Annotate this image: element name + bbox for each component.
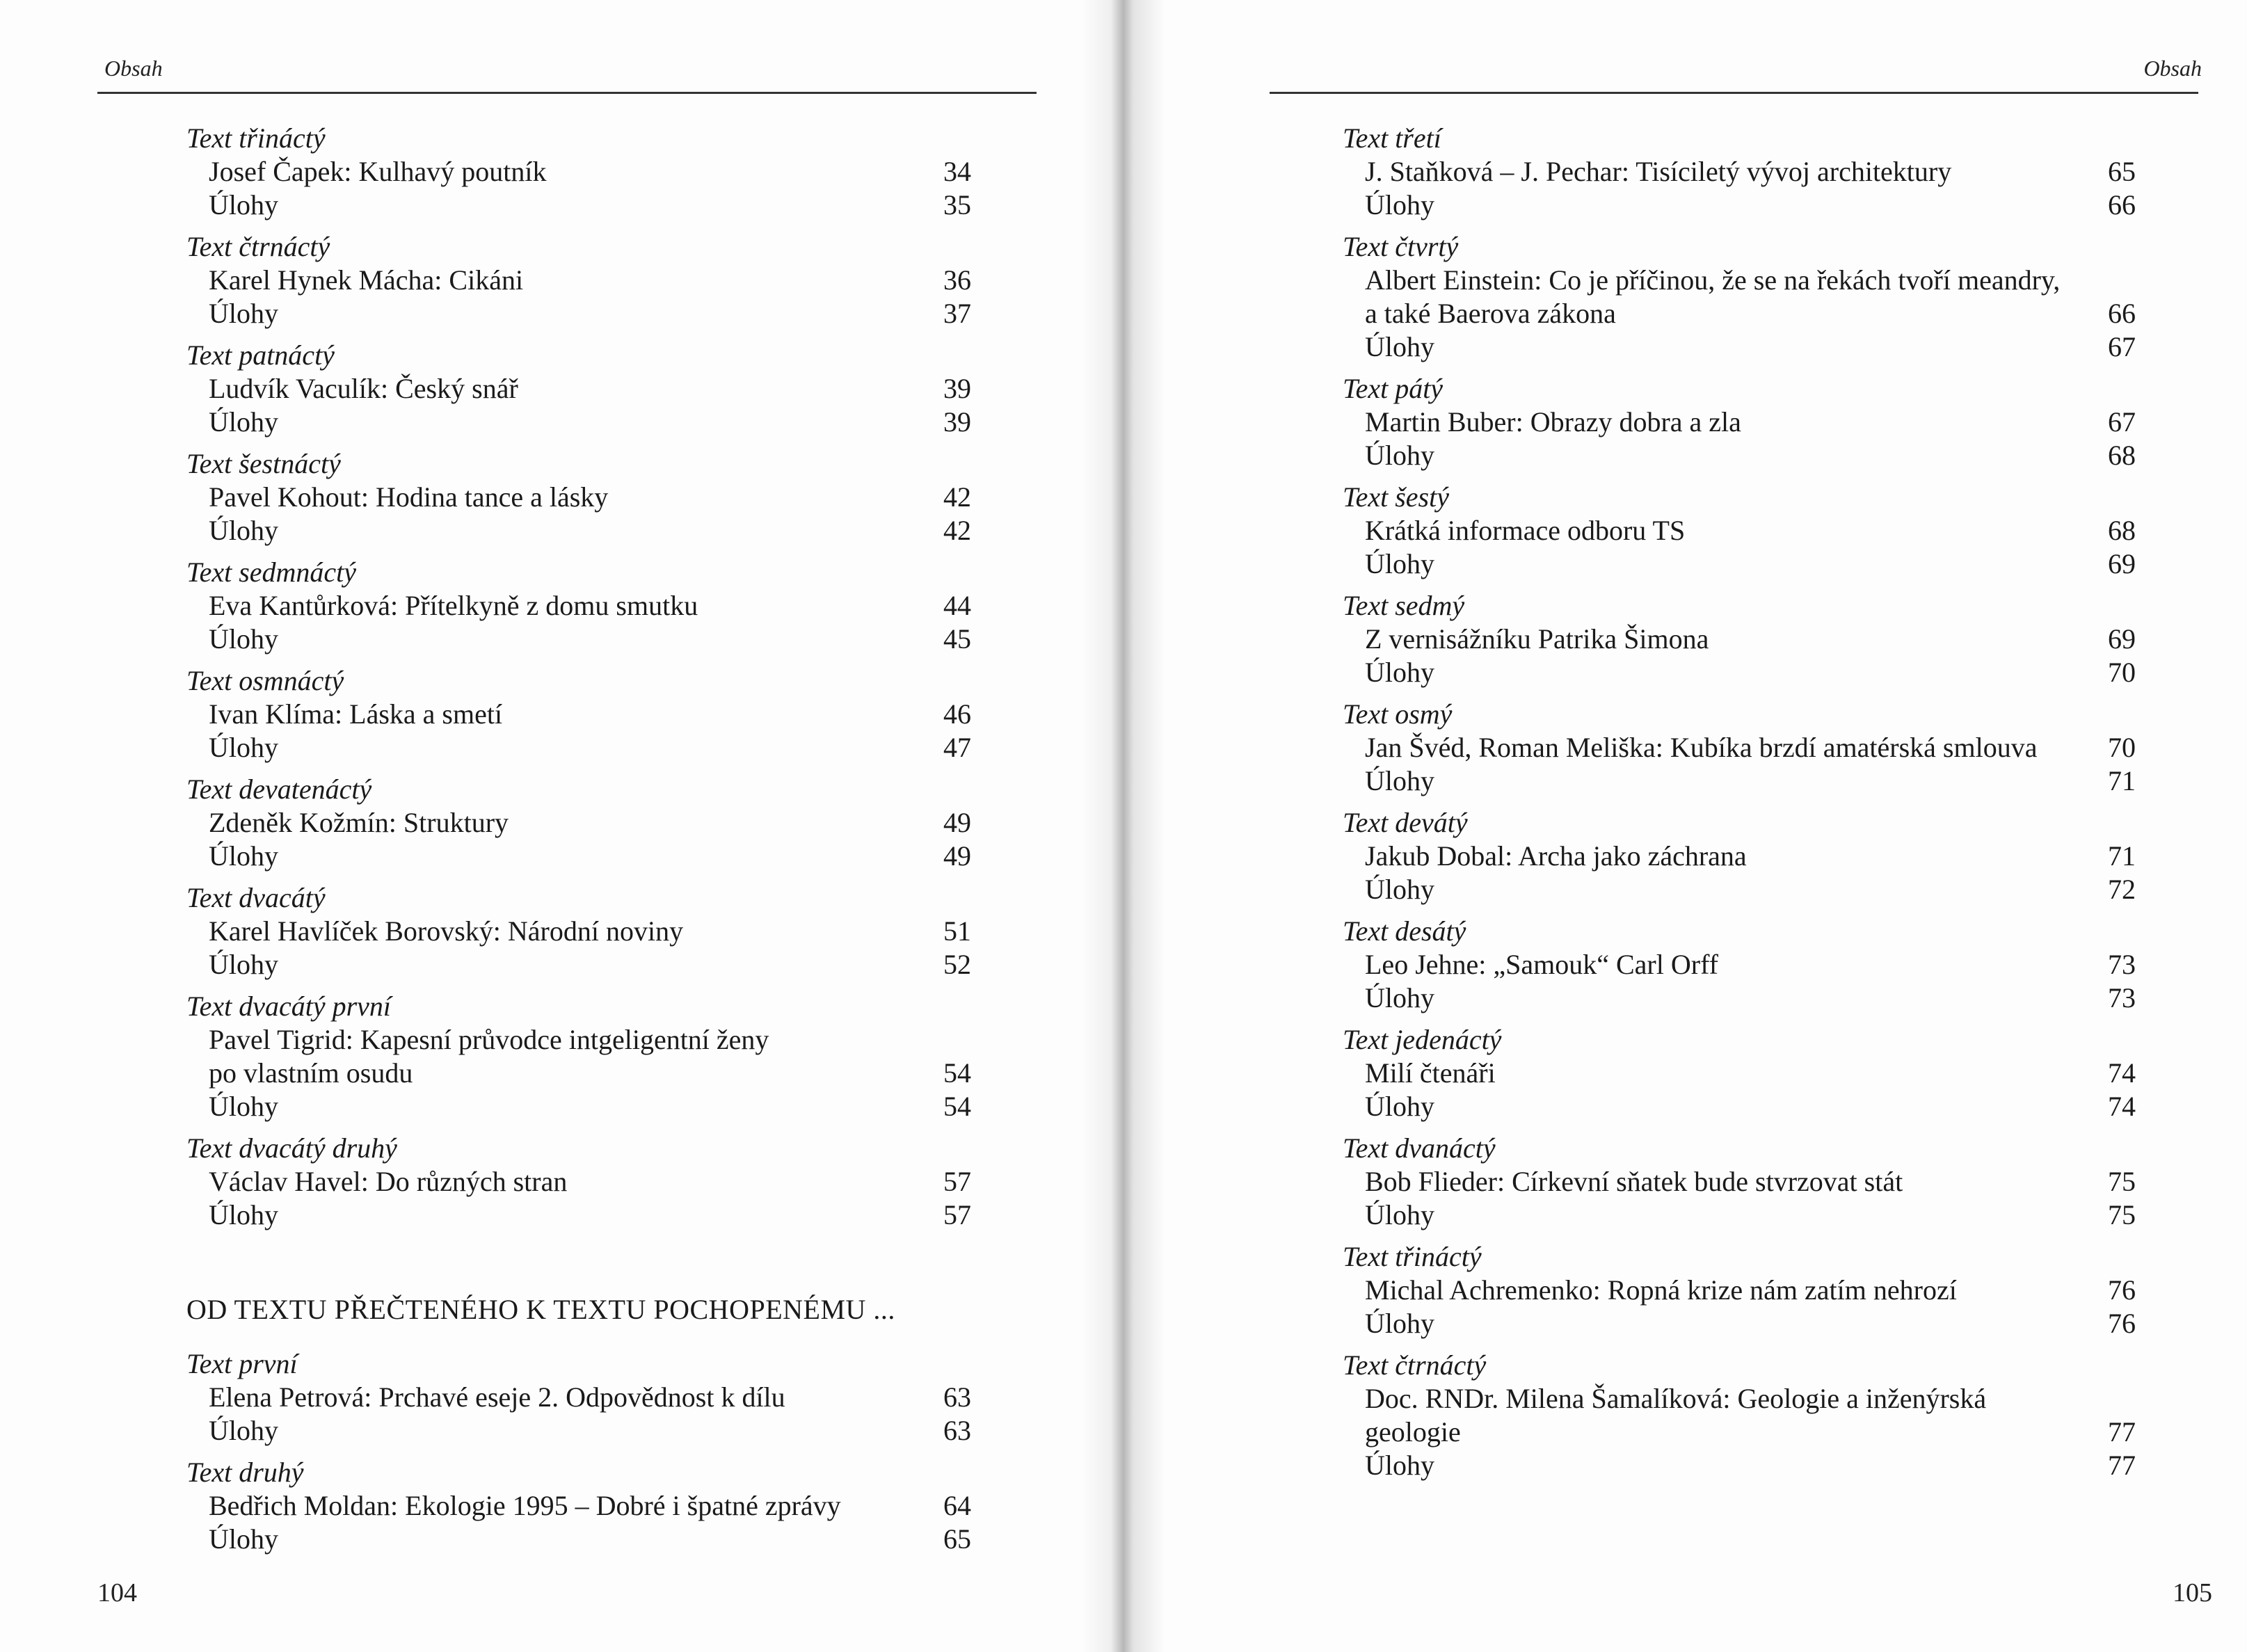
toc-item-text: Úlohy bbox=[1365, 765, 1434, 796]
section-title: Text čtrnáctý bbox=[1343, 1349, 1487, 1381]
toc-item bbox=[186, 189, 971, 222]
toc-item-page: 77 bbox=[2108, 1416, 2136, 1447]
toc-item-text: Úlohy bbox=[209, 949, 278, 980]
toc-item bbox=[186, 1414, 971, 1447]
toc-item bbox=[1343, 948, 2136, 981]
toc-item-text: Josef Čapek: Kulhavý poutník bbox=[209, 156, 547, 187]
toc-item bbox=[1343, 1274, 2136, 1307]
toc-item bbox=[1343, 1057, 2136, 1090]
toc-item-text: Úlohy bbox=[209, 1415, 278, 1446]
section-title: Text desátý bbox=[1343, 915, 1466, 947]
toc-item bbox=[186, 481, 971, 514]
toc-entries bbox=[186, 122, 971, 1232]
toc-item-text: Ivan Klíma: Láska a smetí bbox=[209, 698, 503, 730]
toc-section bbox=[186, 990, 971, 1123]
toc-section bbox=[186, 1347, 971, 1447]
toc-item-text: Úlohy bbox=[209, 1523, 278, 1555]
toc-section bbox=[1343, 915, 2136, 1015]
toc-item-page: 63 bbox=[943, 1415, 971, 1446]
toc-item-text: Doc. RNDr. Milena Šamalíková: Geologie a inženýrská bbox=[1365, 1383, 1987, 1414]
page-number: 105 bbox=[2173, 1578, 2212, 1607]
toc-item-text: po vlastním osudu bbox=[209, 1057, 413, 1089]
section-title: Text sedmnáctý bbox=[186, 556, 357, 588]
section-title: Text sedmý bbox=[1343, 590, 1465, 621]
header-rule bbox=[1270, 92, 2198, 94]
toc-section bbox=[186, 773, 971, 873]
toc-section bbox=[1343, 698, 2136, 798]
toc-item bbox=[1343, 731, 2136, 764]
toc-section bbox=[1343, 122, 2136, 222]
toc-section bbox=[186, 339, 971, 439]
toc-item bbox=[186, 406, 971, 439]
toc-item bbox=[1343, 656, 2136, 689]
section-title: Text jedenáctý bbox=[1343, 1024, 1502, 1055]
toc-item bbox=[186, 155, 971, 189]
toc-item bbox=[1343, 840, 2136, 873]
toc-left bbox=[186, 122, 971, 1564]
toc-item-text: Z vernisážníku Patrika Šimona bbox=[1365, 623, 1709, 655]
toc-item-text: Úlohy bbox=[1365, 1308, 1434, 1339]
toc-section bbox=[186, 230, 971, 330]
toc-item bbox=[186, 1090, 971, 1123]
toc-item bbox=[186, 297, 971, 330]
section-title: Text šestnáctý bbox=[186, 448, 341, 479]
toc-item bbox=[186, 1165, 971, 1198]
toc-item-text: Úlohy bbox=[209, 1091, 278, 1122]
toc-item-text: Bob Flieder: Církevní sňatek bude stvrzovat stát bbox=[1365, 1166, 1903, 1197]
toc-item-page: 37 bbox=[943, 298, 971, 329]
toc-item bbox=[1343, 764, 2136, 798]
toc-item-text: Jan Švéd, Roman Meliška: Kubíka brzdí amatérská smlouva bbox=[1365, 732, 2038, 763]
toc-item-text: Úlohy bbox=[1365, 548, 1434, 579]
toc-item-page: 57 bbox=[943, 1166, 971, 1197]
toc-item-page: 76 bbox=[2108, 1308, 2136, 1339]
toc-item-text: Úlohy bbox=[1365, 1199, 1434, 1230]
toc-item-page: 74 bbox=[2108, 1057, 2136, 1089]
toc-item-page: 52 bbox=[943, 949, 971, 980]
toc-item bbox=[186, 806, 971, 840]
toc-section bbox=[1343, 230, 2136, 364]
toc-section bbox=[186, 1132, 971, 1232]
toc-right bbox=[1343, 122, 2136, 1491]
section-title: Text třináctý bbox=[1343, 1241, 1482, 1272]
toc-item-text: Úlohy bbox=[1365, 1091, 1434, 1122]
toc-item bbox=[1343, 1090, 2136, 1123]
toc-section bbox=[186, 881, 971, 981]
toc-item-page: 49 bbox=[943, 807, 971, 838]
toc-item-page: 63 bbox=[943, 1381, 971, 1413]
toc-item bbox=[1343, 297, 2136, 330]
section-title: Text šestý bbox=[1343, 481, 1449, 513]
section-title: Text druhý bbox=[186, 1457, 304, 1488]
toc-item-page: 68 bbox=[2108, 440, 2136, 471]
toc-item-text: Albert Einstein: Co je příčinou, že se na řekách tvoří meandry, bbox=[1365, 264, 2061, 296]
toc-item-text: Úlohy bbox=[209, 406, 278, 438]
toc-item bbox=[1343, 330, 2136, 364]
toc-item bbox=[186, 1381, 971, 1414]
toc-item bbox=[1343, 1382, 2136, 1416]
toc-item-page: 42 bbox=[943, 515, 971, 546]
toc-item-page: 74 bbox=[2108, 1091, 2136, 1122]
toc-item-text: Úlohy bbox=[1365, 440, 1434, 471]
toc-section bbox=[1343, 1132, 2136, 1232]
toc-section bbox=[186, 556, 971, 656]
toc-item bbox=[186, 1057, 971, 1090]
toc-item-page: 72 bbox=[2108, 874, 2136, 905]
toc-item-text: Úlohy bbox=[1365, 331, 1434, 362]
section-title: Text osmý bbox=[1343, 698, 1453, 730]
toc-item-text: Úlohy bbox=[209, 623, 278, 655]
toc-section bbox=[1343, 481, 2136, 581]
toc-item-page: 54 bbox=[943, 1091, 971, 1122]
toc-section bbox=[1343, 1240, 2136, 1340]
toc-item-text: Leo Jehne: „Samouk“ Carl Orff bbox=[1365, 949, 1718, 980]
running-header: Obsah bbox=[2143, 56, 2202, 81]
toc-item-page: 66 bbox=[2108, 298, 2136, 329]
toc-item-text: Eva Kantůrková: Přítelkyně z domu smutku bbox=[209, 590, 698, 621]
toc-item-text: Pavel Tigrid: Kapesní průvodce intgeligentní ženy bbox=[209, 1024, 769, 1055]
toc-item-text: Michal Achremenko: Ropná krize nám zatím nehrozí bbox=[1365, 1274, 1957, 1306]
toc-item-text: Martin Buber: Obrazy dobra a zla bbox=[1365, 406, 1741, 438]
section-title: Text dvanáctý bbox=[1343, 1132, 1496, 1164]
toc-section bbox=[186, 122, 971, 222]
toc-item-page: 73 bbox=[2108, 949, 2136, 980]
toc-item bbox=[186, 1523, 971, 1556]
toc-item bbox=[1343, 1449, 2136, 1482]
toc-item bbox=[1343, 1416, 2136, 1449]
toc-section bbox=[1343, 1023, 2136, 1123]
toc-item bbox=[186, 948, 971, 981]
toc-item-text: Karel Havlíček Borovský: Národní noviny bbox=[209, 915, 684, 947]
toc-item-page: 64 bbox=[943, 1490, 971, 1521]
toc-item-page: 34 bbox=[943, 156, 971, 187]
toc-item-text: Pavel Kohout: Hodina tance a lásky bbox=[209, 481, 609, 513]
toc-item-text: geologie bbox=[1365, 1416, 1461, 1447]
toc-item-page: 66 bbox=[2108, 189, 2136, 220]
toc-item bbox=[186, 372, 971, 406]
toc-item-text: Úlohy bbox=[209, 732, 278, 763]
toc-item-page: 49 bbox=[943, 840, 971, 872]
toc-item-page: 44 bbox=[943, 590, 971, 621]
section-title: Text osmnáctý bbox=[186, 665, 344, 696]
toc-item bbox=[1343, 514, 2136, 547]
section-title: Text první bbox=[186, 1348, 298, 1379]
toc-item bbox=[186, 623, 971, 656]
toc-section bbox=[186, 664, 971, 764]
section-title: Text čtrnáctý bbox=[186, 231, 330, 262]
toc-item-page: 57 bbox=[943, 1199, 971, 1230]
toc-item-text: Úlohy bbox=[1365, 1450, 1434, 1481]
toc-item bbox=[1343, 189, 2136, 222]
part-title: OD TEXTU PŘEČTENÉHO K TEXTU POCHOPENÉMU ... bbox=[186, 1294, 895, 1325]
toc-item bbox=[186, 1023, 971, 1057]
toc-item-text: Zdeněk Kožmín: Struktury bbox=[209, 807, 509, 838]
toc-section bbox=[1343, 1349, 2136, 1482]
toc-item bbox=[1343, 406, 2136, 439]
toc-section bbox=[186, 447, 971, 547]
toc-item-page: 47 bbox=[943, 732, 971, 763]
toc-item-page: 69 bbox=[2108, 548, 2136, 579]
toc-section bbox=[1343, 806, 2136, 906]
toc-item-text: Úlohy bbox=[1365, 189, 1434, 220]
toc-item-text: a také Baerova zákona bbox=[1365, 298, 1616, 329]
header-rule bbox=[97, 92, 1037, 94]
toc-item bbox=[186, 731, 971, 764]
toc-item-page: 39 bbox=[943, 406, 971, 438]
section-title: Text třináctý bbox=[186, 122, 326, 154]
toc-item bbox=[1343, 264, 2136, 297]
section-title: Text devatenáctý bbox=[186, 773, 372, 805]
toc-item bbox=[186, 1198, 971, 1232]
toc-item-text: Úlohy bbox=[209, 189, 278, 220]
toc-item bbox=[1343, 155, 2136, 189]
section-title: Text patnáctý bbox=[186, 339, 335, 371]
book-gutter bbox=[1082, 0, 1165, 1652]
toc-item bbox=[1343, 1307, 2136, 1340]
toc-item-text: Jakub Dobal: Archa jako záchrana bbox=[1365, 840, 1747, 872]
toc-item-text: Úlohy bbox=[209, 298, 278, 329]
toc-item-page: 45 bbox=[943, 623, 971, 655]
toc-item-text: Úlohy bbox=[1365, 982, 1434, 1013]
section-title: Text třetí bbox=[1343, 122, 1441, 154]
section-title: Text pátý bbox=[1343, 373, 1444, 404]
toc-section bbox=[1343, 589, 2136, 689]
toc-item-text: J. Staňková – J. Pechar: Tisíciletý vývoj architektury bbox=[1365, 156, 1952, 187]
toc-item bbox=[186, 1489, 971, 1523]
toc-item-page: 75 bbox=[2108, 1166, 2136, 1197]
running-header: Obsah bbox=[104, 56, 163, 81]
toc-item bbox=[186, 840, 971, 873]
toc-item-page: 69 bbox=[2108, 623, 2136, 655]
toc-section bbox=[1343, 372, 2136, 472]
toc-item-page: 70 bbox=[2108, 657, 2136, 688]
toc-item-text: Ludvík Vaculík: Český snář bbox=[209, 373, 518, 404]
toc-item-page: 75 bbox=[2108, 1199, 2136, 1230]
section-title: Text dvacátý bbox=[186, 882, 326, 913]
toc-item bbox=[1343, 439, 2136, 472]
toc-section bbox=[186, 1456, 971, 1556]
toc-item bbox=[186, 264, 971, 297]
toc-item bbox=[1343, 623, 2136, 656]
toc-item bbox=[186, 589, 971, 623]
toc-item-page: 68 bbox=[2108, 515, 2136, 546]
toc-item-text: Úlohy bbox=[1365, 874, 1434, 905]
toc-item bbox=[1343, 873, 2136, 906]
toc-item-page: 76 bbox=[2108, 1274, 2136, 1306]
toc-item-text: Václav Havel: Do různých stran bbox=[209, 1166, 568, 1197]
toc-item bbox=[186, 698, 971, 731]
toc-item-text: Bedřich Moldan: Ekologie 1995 – Dobré i špatné zprávy bbox=[209, 1490, 841, 1521]
page-number: 104 bbox=[97, 1578, 137, 1607]
section-title: Text devátý bbox=[1343, 807, 1468, 838]
toc-item-text: Úlohy bbox=[1365, 657, 1434, 688]
toc-item-text: Krátká informace odboru TS bbox=[1365, 515, 1686, 546]
toc-item-text: Úlohy bbox=[209, 515, 278, 546]
toc-item bbox=[1343, 1198, 2136, 1232]
toc-item-page: 46 bbox=[943, 698, 971, 730]
toc-item-page: 67 bbox=[2108, 331, 2136, 362]
toc-item-page: 35 bbox=[943, 189, 971, 220]
toc-item-page: 39 bbox=[943, 373, 971, 404]
toc-item-page: 54 bbox=[943, 1057, 971, 1089]
toc-item-page: 73 bbox=[2108, 982, 2136, 1013]
section-title: Text dvacátý druhý bbox=[186, 1132, 397, 1164]
toc-item-page: 71 bbox=[2108, 840, 2136, 872]
toc-item bbox=[1343, 547, 2136, 581]
toc-item-text: Úlohy bbox=[209, 1199, 278, 1230]
toc-item-text: Milí čtenáři bbox=[1365, 1057, 1496, 1089]
toc-item-page: 77 bbox=[2108, 1450, 2136, 1481]
toc-item bbox=[186, 915, 971, 948]
toc-item-text: Elena Petrová: Prchavé eseje 2. Odpovědnost k dílu bbox=[209, 1381, 785, 1413]
toc-item-page: 71 bbox=[2108, 765, 2136, 796]
toc-item-page: 51 bbox=[943, 915, 971, 947]
section-title: Text dvacátý první bbox=[186, 991, 392, 1022]
toc-item bbox=[1343, 981, 2136, 1015]
toc-item-page: 65 bbox=[2108, 156, 2136, 187]
toc-item-page: 70 bbox=[2108, 732, 2136, 763]
toc-item bbox=[186, 514, 971, 547]
section-title: Text čtvrtý bbox=[1343, 231, 1459, 262]
toc-item-page: 65 bbox=[943, 1523, 971, 1555]
toc-entries bbox=[1343, 122, 2136, 1482]
toc-item-page: 67 bbox=[2108, 406, 2136, 438]
toc-item-page: 42 bbox=[943, 481, 971, 513]
toc-item bbox=[1343, 1165, 2136, 1198]
toc-entries bbox=[186, 1347, 971, 1556]
toc-item-text: Úlohy bbox=[209, 840, 278, 872]
toc-item-page: 36 bbox=[943, 264, 971, 296]
toc-item-text: Karel Hynek Mácha: Cikáni bbox=[209, 264, 524, 296]
